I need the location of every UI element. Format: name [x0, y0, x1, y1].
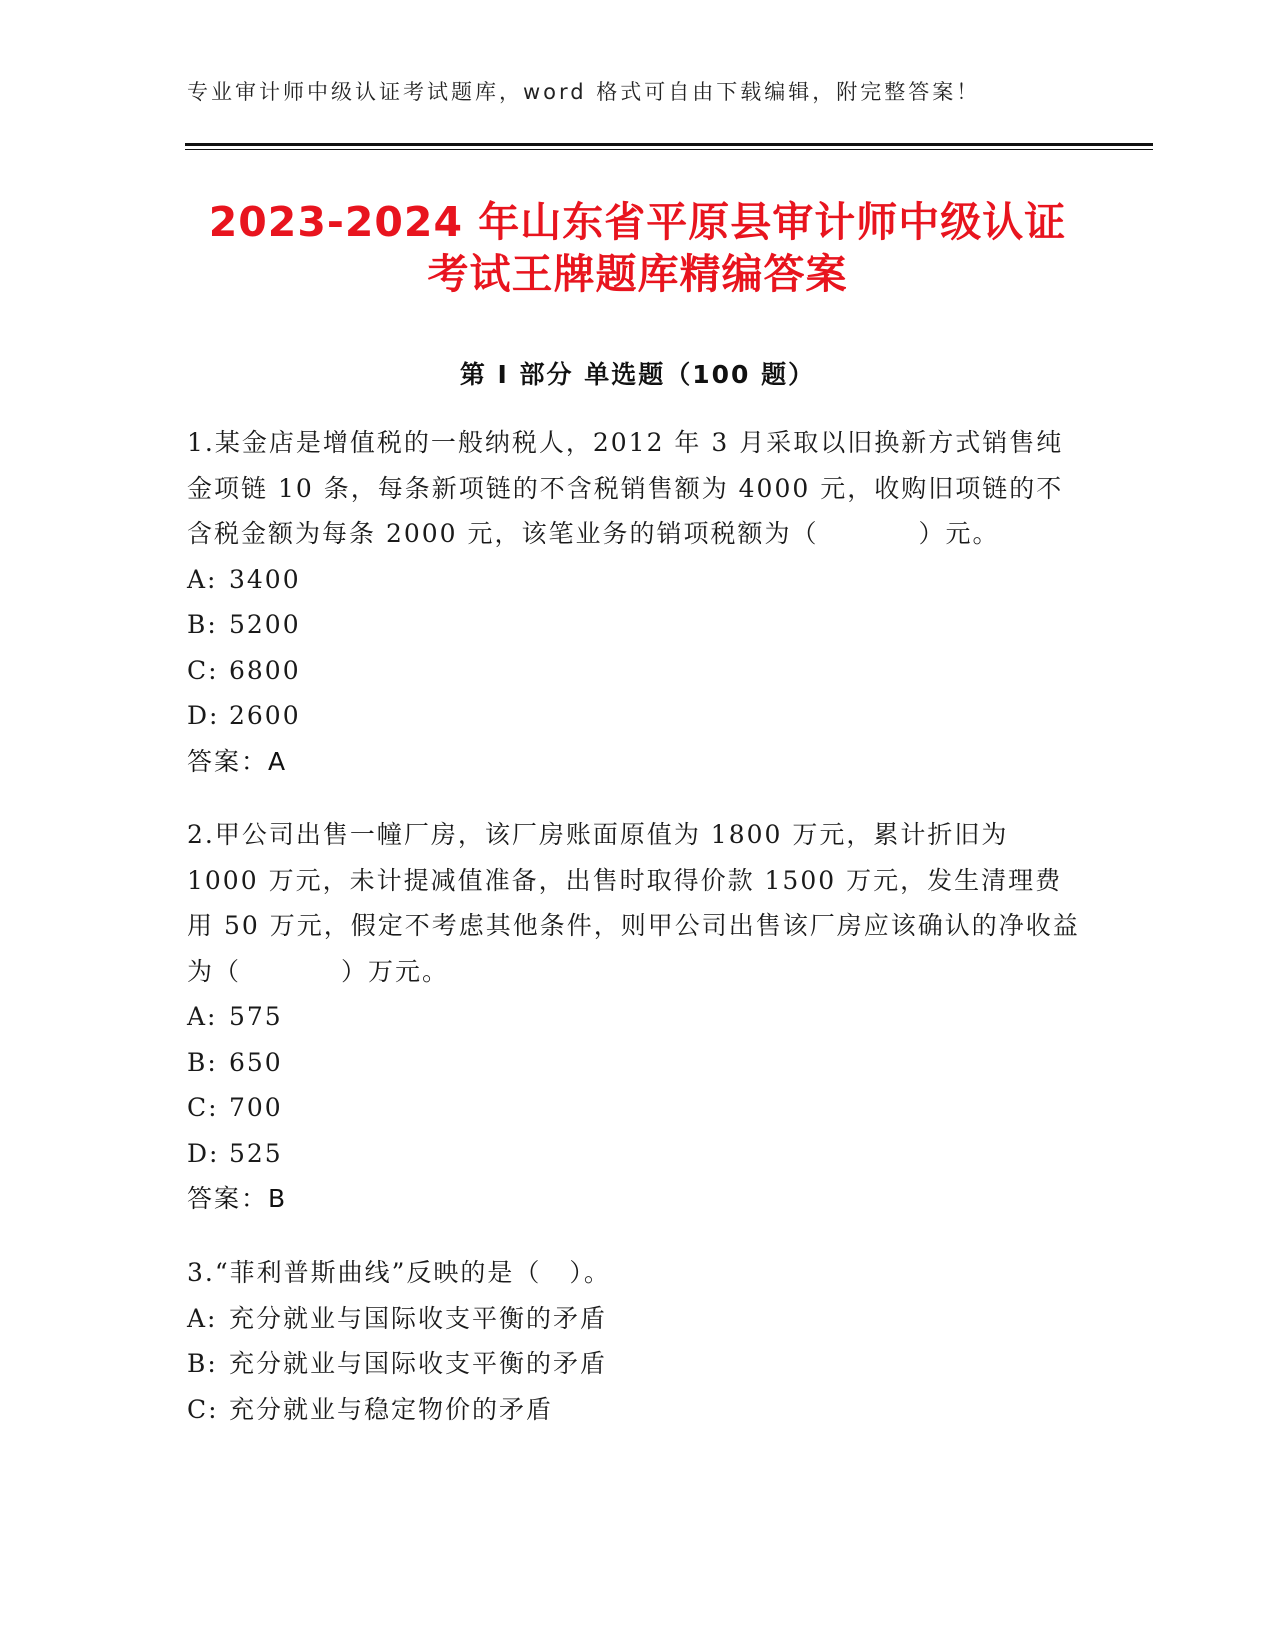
- question-stem-text: 1.某金店是增值税的一般纳税人，2012 年 3 月采取以旧换新方式销售纯金项链 10 条，每条新项链的不含税销售额为 4000 元，收购旧项链的不含税金额为每条 2000 元，该笔业务的销项税额为（: [187, 428, 1064, 548]
- option-key: C:: [187, 655, 219, 685]
- option-text: 5200: [229, 610, 301, 639]
- option-text: 6800: [229, 655, 301, 685]
- question-stem: [187, 420, 1087, 557]
- question-1: [187, 420, 1087, 784]
- option-text: 充分就业与稳定物价的矛盾: [229, 1394, 554, 1424]
- answer-line: 答案：A: [187, 746, 288, 776]
- question-stem: [187, 812, 1087, 994]
- option-a: [187, 994, 1087, 1040]
- option-text: 2600: [229, 701, 301, 730]
- document-title-line-1: 2023-2024 年山东省平原县审计师中级认证: [208, 198, 1067, 246]
- option-key: A:: [187, 1303, 218, 1333]
- option-key: C:: [187, 1394, 219, 1424]
- option-a: [187, 557, 1087, 603]
- option-b: [187, 602, 1087, 648]
- section-title: 第 I 部分 单选题（100 题）: [459, 360, 816, 389]
- option-c: [187, 1085, 1087, 1131]
- question-stem-tail: ）万元。: [341, 956, 450, 986]
- option-text: 700: [229, 1093, 283, 1122]
- option-b: [187, 1341, 1087, 1387]
- option-text: 充分就业与国际收支平衡的矛盾: [229, 1303, 608, 1333]
- header-rule-thin: [185, 149, 1153, 150]
- option-text: 575: [229, 1002, 283, 1031]
- option-key: A:: [187, 1002, 218, 1031]
- option-c: [187, 648, 1087, 694]
- option-c: [187, 1387, 1087, 1433]
- option-key: A:: [187, 564, 218, 594]
- question-stem: [187, 1250, 1087, 1296]
- question-stem-tail: ）元。: [918, 519, 1000, 548]
- question-2: [187, 812, 1087, 1222]
- option-key: B:: [187, 610, 218, 639]
- option-text: 充分就业与国际收支平衡的矛盾: [229, 1349, 608, 1378]
- question-3: [187, 1250, 1087, 1432]
- document-title-line-2: 考试王牌题库精编答案: [427, 250, 848, 298]
- answer-line: 答案：B: [187, 1184, 288, 1213]
- option-d: [187, 1131, 1087, 1177]
- header-note: 专业审计师中级认证考试题库，word 格式可自由下载编辑，附完整答案！: [187, 80, 981, 104]
- option-key: D:: [187, 701, 220, 730]
- option-d: [187, 693, 1087, 739]
- option-text: 650: [229, 1047, 283, 1077]
- question-stem-text: 3.“菲利普斯曲线”反映的是（: [187, 1258, 542, 1287]
- option-text: 3400: [229, 564, 301, 594]
- question-stem-tail: ）。: [569, 1258, 611, 1287]
- option-a: [187, 1296, 1087, 1342]
- option-b: [187, 1040, 1087, 1086]
- option-key: B:: [187, 1047, 218, 1077]
- document-title: [120, 196, 1155, 300]
- option-key: D:: [187, 1138, 220, 1168]
- option-key: B:: [187, 1349, 218, 1378]
- header-rule-thick: [185, 143, 1153, 146]
- option-key: C:: [187, 1093, 219, 1122]
- question-stem-text: 2.甲公司出售一幢厂房，该厂房账面原值为 1800 万元，累计折旧为 1000 万元，未计提减值准备，出售时取得价款 1500 万元，发生清理费用 50 万元，假定不考虑其他条件，则甲公司出售该厂房应该确认的净收益为（: [187, 820, 1080, 986]
- option-text: 525: [229, 1138, 283, 1168]
